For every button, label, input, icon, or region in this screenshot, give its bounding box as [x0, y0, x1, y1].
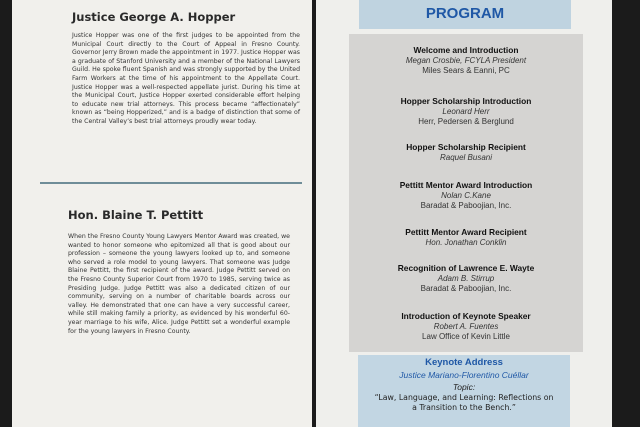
- pettitt-bio: [55, 208, 295, 336]
- program-item: [349, 227, 583, 248]
- program-item: [349, 263, 583, 295]
- program-item-person: Adam B. Stirrup: [437, 273, 495, 283]
- program-item-title: Hopper Scholarship Recipient: [406, 142, 526, 152]
- keynote-title: Keynote Address: [425, 357, 503, 368]
- program-item: [349, 311, 583, 343]
- program-item: [349, 96, 583, 128]
- program-item-org: Baradat & Paboojian, Inc.: [420, 201, 512, 210]
- program-item-org: Herr, Pedersen & Berglund: [418, 117, 514, 126]
- program-item-person: Nolan C.Kane: [441, 190, 491, 200]
- section-divider: [40, 182, 302, 184]
- program-item-person: Hon. Jonathan Conklin: [425, 237, 507, 247]
- program-item-person: Megan Crosbie, FCYLA President: [405, 55, 527, 65]
- program-item: [349, 180, 583, 212]
- program-item-title: Hopper Scholarship Introduction: [400, 96, 532, 106]
- program-item-title: Introduction of Keynote Speaker: [401, 311, 531, 321]
- program-item-title: Pettitt Mentor Award Introduction: [399, 180, 533, 190]
- program-item-title: Welcome and Introduction: [413, 45, 519, 55]
- program-item-org: Baradat & Paboojian, Inc.: [420, 284, 512, 293]
- keynote-topic: “Law, Language, and Learning: Reflections on a Transition to the Bench.”: [374, 393, 554, 412]
- hopper-bio: [55, 10, 300, 127]
- pettitt-text: When the Fresno County Young Lawyers Mentor Award was created, we wanted to honor someone who epitomized all that is good about our profession – someone the young lawyers looked up to, and someone who served a role model to young lawyers. That someone was Judge Blaine Pettitt, the first recipient of the award. Judge Pettitt served on the Fresno County Superior Court from 1970 to 1985, serving twice as Presiding Judge. Judge Pettitt was also a dedicated citizen of our community, serving on a number of charitable boards across our valley. He demonstrated that one can have a very successful career, while still making family a priority, as evidenced by his wonderful 60-year marriage to his wife, Alice. Judge Pettitt set a wonderful example for the young lawyers in Fresno County.: [68, 233, 290, 335]
- hopper-text: Justice Hopper was one of the first judges to be appointed from the Municipal Court directly to the Court of Appeal in Fresno County. Governor Jerry Brown made the appointment in 1977. Justice Hopper was a graduate of Stanford University and a member of the National Lawyers Guild. He spoke fluent Spanish and was strongly supported by the United Farm Workers at the time of his appointment to the Appellate Court. Justice Hopper was a well-respected appellate jurist. During his time at the Municipal Court, Justice Hopper exerted considerable effort helping to educate new trial attorneys. This process became “affectionately” known as “being Hopperized,” and is a badge of distinction that some of the Central Valley’s best trial attorneys proudly wear today.: [72, 32, 300, 125]
- keynote-topic-label: Topic:: [452, 382, 476, 392]
- program-item: [349, 45, 583, 77]
- program-item-person: Robert A. Fuentes: [433, 321, 499, 331]
- program-item: [349, 142, 583, 163]
- program-item-person: Leonard Herr: [442, 106, 490, 116]
- hopper-heading: Justice George A. Hopper: [72, 10, 236, 24]
- program-item-person: Raquel Busani: [439, 152, 493, 162]
- pettitt-heading: Hon. Blaine T. Pettitt: [68, 208, 204, 222]
- program-item-title: Recognition of Lawrence E. Wayte: [397, 263, 535, 273]
- keynote-box: [358, 355, 570, 427]
- program-header: PROGRAM: [359, 0, 571, 29]
- program-item-org: Law Office of Kevin Little: [422, 332, 510, 341]
- program-item-title: Pettitt Mentor Award Recipient: [405, 227, 527, 237]
- program-box: [349, 34, 583, 352]
- keynote-speaker: Justice Mariano-Florentino Cuéllar: [399, 370, 529, 380]
- program-item-org: Miles Sears & Eanni, PC: [422, 66, 510, 75]
